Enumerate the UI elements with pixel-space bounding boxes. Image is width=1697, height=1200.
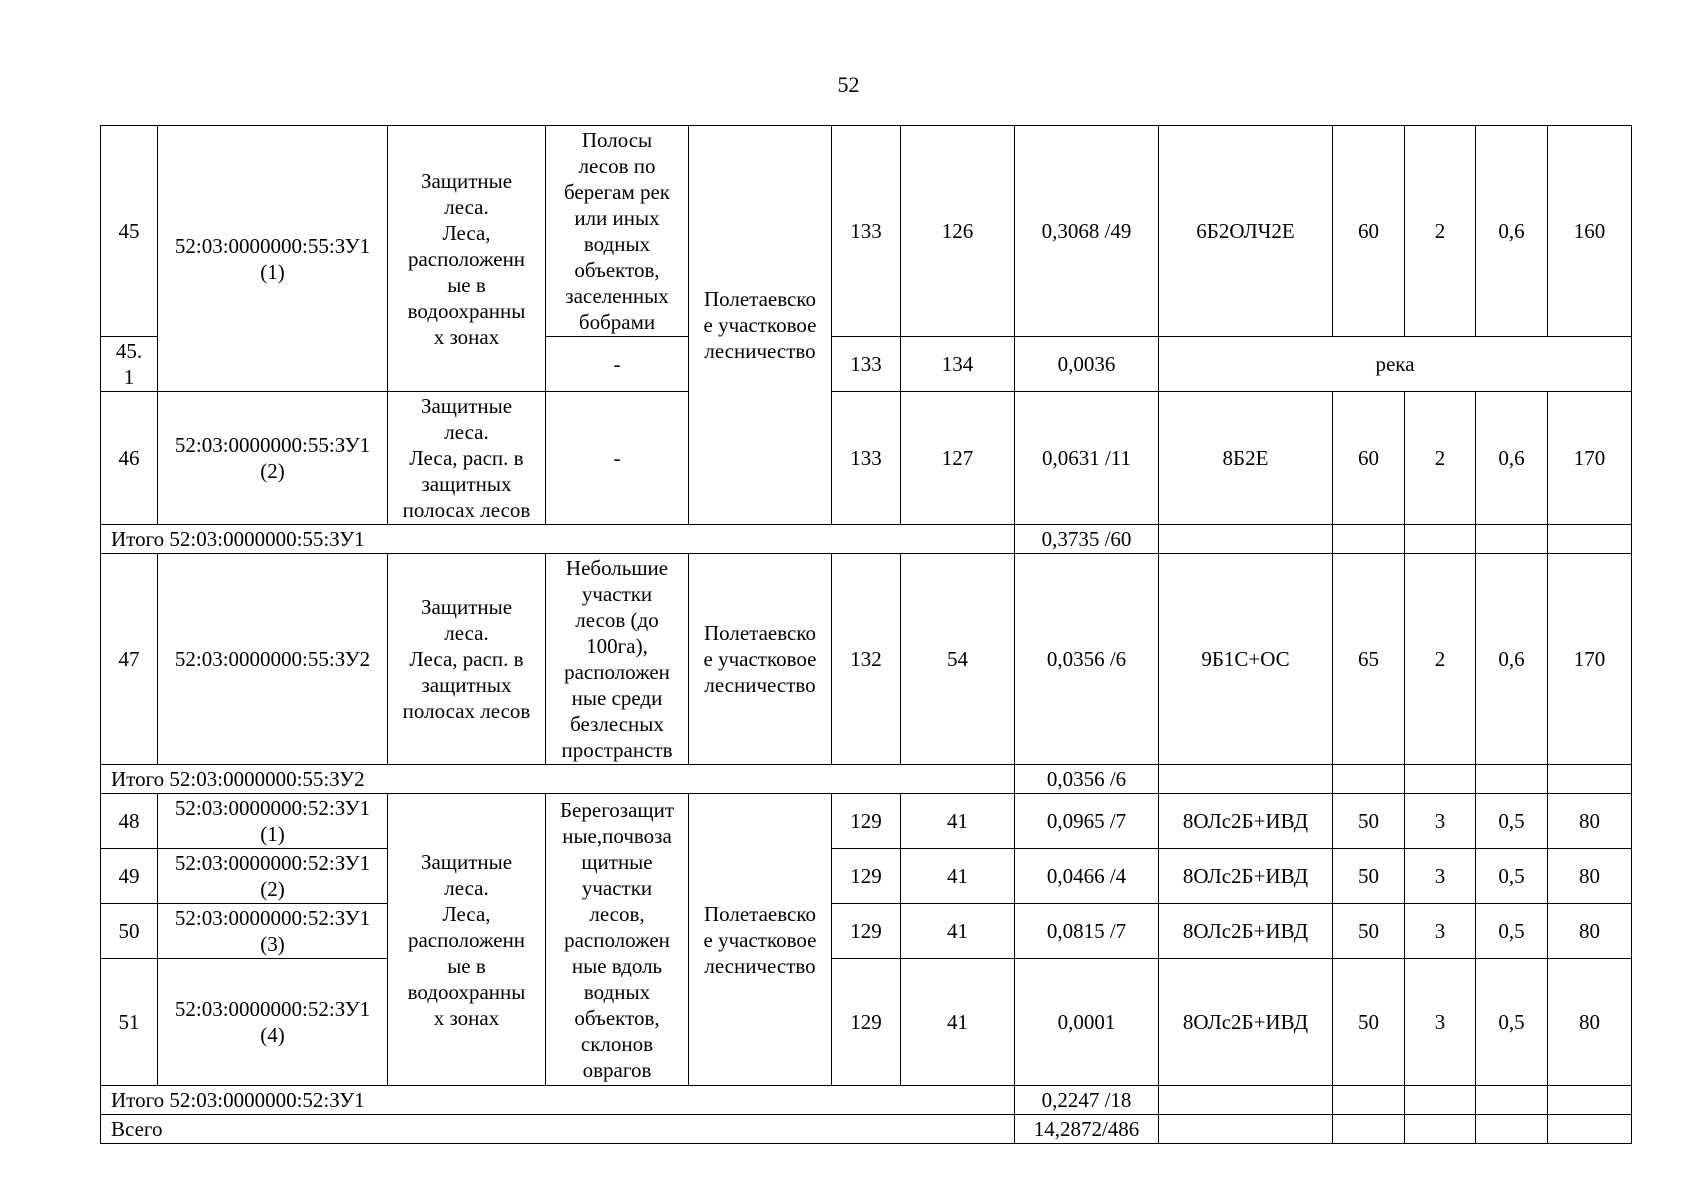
empty-cell [1405,1115,1476,1144]
table-row [101,794,1632,849]
empty-cell [1405,525,1476,554]
kvartal: 129 [832,794,901,849]
cadastral-cell [158,849,388,904]
forest-subcategory [546,554,689,765]
cadastral-number: 52:03:0000000:52:ЗУ1 [174,906,371,930]
text-line: Защитные [420,168,513,193]
forest-category [388,794,546,1086]
text-line: леса. [444,194,489,219]
row-number: 46 [101,392,158,525]
text-line: лесов по [578,154,656,178]
area: 0,0466 /4 [1015,849,1159,904]
subtotal-label: Итого 52:03:0000000:55:ЗУ1 [101,525,1015,554]
text-line: Небольшие [565,556,669,580]
cadastral-suffix: (2) [260,877,285,901]
forest-category [388,392,546,525]
empty-cell [1548,765,1632,794]
row-number: 50 [101,904,158,959]
text-line: склонов [580,1031,654,1056]
text-line: полосах лесов [402,699,531,723]
empty-cell [1476,1086,1548,1115]
text-line: х зонах [433,324,500,349]
subtotal-area: 0,0356 /6 [1015,765,1159,794]
text-line: Леса, [442,220,491,245]
text-line: лесничество [704,339,816,363]
cadastral-number: 52:03:0000000:55:ЗУ1 [174,233,371,258]
text-line: заселенных [565,284,669,308]
text-line: х зонах [433,1005,500,1030]
subtotal-row [101,765,1632,794]
area: 0,0631 /11 [1015,392,1159,525]
density: 0,6 [1476,392,1548,525]
text-line: расположенн [407,927,526,952]
kvartal: 129 [832,849,901,904]
kvartal: 129 [832,904,901,959]
subtotal-row [101,525,1632,554]
text-line: Защитные [420,394,513,418]
text-line: водных [583,232,651,256]
text-line: е участковое [703,647,817,671]
area: 0,0036 [1015,337,1159,392]
subtotal-label: Итого 52:03:0000000:55:ЗУ2 [101,765,1015,794]
text-line: лесничество [704,953,816,978]
forestry-name [689,554,832,765]
text-line: берегам рек [563,180,671,204]
table-row [101,959,1632,1086]
row-number: 49 [101,849,158,904]
empty-cell [1333,765,1405,794]
kvartal: 129 [832,959,901,1086]
age: 50 [1333,904,1405,959]
kvartal: 133 [832,337,901,392]
text-line: Полетаевско [703,901,816,926]
area: 0,0001 [1015,959,1159,1086]
text-line: 1 [123,365,135,389]
text-line: водоохранны [407,298,526,323]
stock: 80 [1548,794,1632,849]
table-row [101,126,1632,337]
text-line: полосах лесов [402,498,531,522]
text-line: ые в [447,272,486,297]
text-line: безлесных [570,712,664,736]
table-row [101,904,1632,959]
empty-cell [1476,765,1548,794]
vydel: 41 [901,959,1015,1086]
vydel: 41 [901,904,1015,959]
bonitet: 3 [1405,904,1476,959]
text-line: 100га), [586,634,648,658]
grand-total-row [101,1115,1632,1144]
bonitet: 2 [1405,392,1476,525]
stock: 170 [1548,554,1632,765]
area: 0,3068 /49 [1015,126,1159,337]
cadastral-suffix: (1) [260,822,285,846]
text-line: расположен [564,927,670,952]
text-line: расположенн [407,246,526,271]
cadastral-number: 52:03:0000000:52:ЗУ1 [174,851,371,875]
grand-total-label: Всего [101,1115,1015,1144]
vydel: 134 [901,337,1015,392]
forest-subcategory: - [546,392,689,525]
kvartal: 133 [832,392,901,525]
age: 60 [1333,126,1405,337]
table-row [101,392,1632,525]
empty-cell [1405,765,1476,794]
vydel: 126 [901,126,1015,337]
text-line: участки [581,582,653,606]
vydel: 54 [901,554,1015,765]
forest-subcategory: - [546,337,689,392]
empty-cell [1548,1115,1632,1144]
row-number [101,337,158,392]
stock: 170 [1548,392,1632,525]
cadastral-suffix: (2) [260,459,285,483]
stock: 80 [1548,849,1632,904]
text-line: пространств [561,738,673,762]
stock: 80 [1548,959,1632,1086]
density: 0,6 [1476,554,1548,765]
text-line: водных [583,979,651,1004]
forestry-name [689,794,832,1086]
cadastral-cell [158,959,388,1086]
age: 50 [1333,849,1405,904]
subtotal-row [101,1086,1632,1115]
text-line: ные,почвоза [562,823,672,848]
text-line: Леса, расп. в [409,647,524,671]
composition: 8ОЛс2Б+ИВД [1159,904,1333,959]
text-line: Защитные [420,849,513,874]
density: 0,6 [1476,126,1548,337]
empty-cell [1159,525,1333,554]
grand-total-area: 14,2872/486 [1015,1115,1159,1144]
composition: 9Б1С+ОС [1159,554,1333,765]
empty-cell [1159,1086,1333,1115]
text-line: объектов, [574,1005,660,1030]
cadastral-cell [158,126,388,392]
empty-cell [1159,765,1333,794]
cadastral-suffix: (4) [260,1023,285,1047]
density: 0,5 [1476,904,1548,959]
table-row [101,849,1632,904]
cadastral-suffix: (1) [260,259,285,284]
composition: 8ОЛс2Б+ИВД [1159,794,1333,849]
text-line: объектов, [574,258,660,282]
subtotal-label: Итого 52:03:0000000:52:ЗУ1 [101,1086,1015,1115]
text-line: Защитные [420,595,513,619]
kvartal: 133 [832,126,901,337]
row-number: 51 [101,959,158,1086]
row-number: 45 [101,126,158,337]
empty-cell [1476,525,1548,554]
cadastral-cell [158,904,388,959]
area: 0,0965 /7 [1015,794,1159,849]
density: 0,5 [1476,794,1548,849]
text-line: Полетаевско [703,287,816,311]
text-line: щитные [581,849,653,874]
empty-cell [1333,1115,1405,1144]
bonitet: 2 [1405,554,1476,765]
table-row [101,554,1632,765]
bonitet: 2 [1405,126,1476,337]
cadastral-number: 52:03:0000000:52:ЗУ1 [174,796,371,820]
text-line: леса. [444,875,489,900]
text-line: 45. [115,339,143,363]
vydel: 41 [901,794,1015,849]
forest-category [388,554,546,765]
empty-cell [1548,1086,1632,1115]
text-line: или иных [574,206,660,230]
text-line: Полетаевско [703,621,816,645]
composition: 8Б2Е [1159,392,1333,525]
text-line: лесов (до [575,608,659,632]
empty-cell [1405,1086,1476,1115]
stock: 80 [1548,904,1632,959]
text-line: защитных [421,472,512,496]
cadastral-cell [158,794,388,849]
density: 0,5 [1476,849,1548,904]
age: 60 [1333,392,1405,525]
subtotal-area: 0,2247 /18 [1015,1086,1159,1115]
cadastral-suffix: (3) [260,932,285,956]
bonitet: 3 [1405,959,1476,1086]
age: 50 [1333,794,1405,849]
cadastral-cell [158,554,388,765]
text-line: е участковое [703,927,817,952]
forestry-name [689,126,832,525]
page-number: 52 [837,72,860,97]
text-line: водоохранны [407,979,526,1004]
text-line: защитных [421,673,512,697]
cadastral-number: 52:03:0000000:55:ЗУ2 [174,647,371,671]
text-line: лесничество [704,673,816,697]
age: 65 [1333,554,1405,765]
vydel: 127 [901,392,1015,525]
empty-cell [1333,1086,1405,1115]
density: 0,5 [1476,959,1548,1086]
area: 0,0815 /7 [1015,904,1159,959]
forest-subcategory [546,126,689,337]
text-line: ные вдоль [571,953,663,978]
text-line: Леса, расп. в [409,446,524,470]
text-line: леса. [444,420,489,444]
cadastral-cell [158,392,388,525]
area: 0,0356 /6 [1015,554,1159,765]
bonitet: 3 [1405,849,1476,904]
composition: 8ОЛс2Б+ИВД [1159,959,1333,1086]
forest-category [388,126,546,392]
age: 50 [1333,959,1405,1086]
kvartal: 132 [832,554,901,765]
row-number: 48 [101,794,158,849]
text-line: Полосы [581,128,653,152]
subtotal-area: 0,3735 /60 [1015,525,1159,554]
empty-cell [1159,1115,1333,1144]
composition: 6Б2ОЛЧ2Е [1159,126,1333,337]
note: река [1159,337,1632,392]
row-number: 47 [101,554,158,765]
text-line: ные среди [571,686,663,710]
text-line: е участковое [703,313,817,337]
empty-cell [1548,525,1632,554]
text-line: оврагов [582,1057,652,1082]
empty-cell [1333,525,1405,554]
forest-subcategory [546,794,689,1086]
cadastral-number: 52:03:0000000:55:ЗУ1 [174,433,371,457]
text-line: леса. [444,621,489,645]
text-line: Берегозащит [560,797,674,822]
text-line: расположен [564,660,670,684]
bonitet: 3 [1405,794,1476,849]
forest-plots-table [100,125,1632,1144]
text-line: ые в [447,953,486,978]
text-line: Леса, [442,901,491,926]
composition: 8ОЛс2Б+ИВД [1159,849,1333,904]
text-line: бобрами [578,310,656,334]
text-line: лесов, [589,901,645,926]
text-line: участки [581,875,653,900]
stock: 160 [1548,126,1632,337]
empty-cell [1476,1115,1548,1144]
cadastral-number: 52:03:0000000:52:ЗУ1 [174,997,371,1021]
vydel: 41 [901,849,1015,904]
